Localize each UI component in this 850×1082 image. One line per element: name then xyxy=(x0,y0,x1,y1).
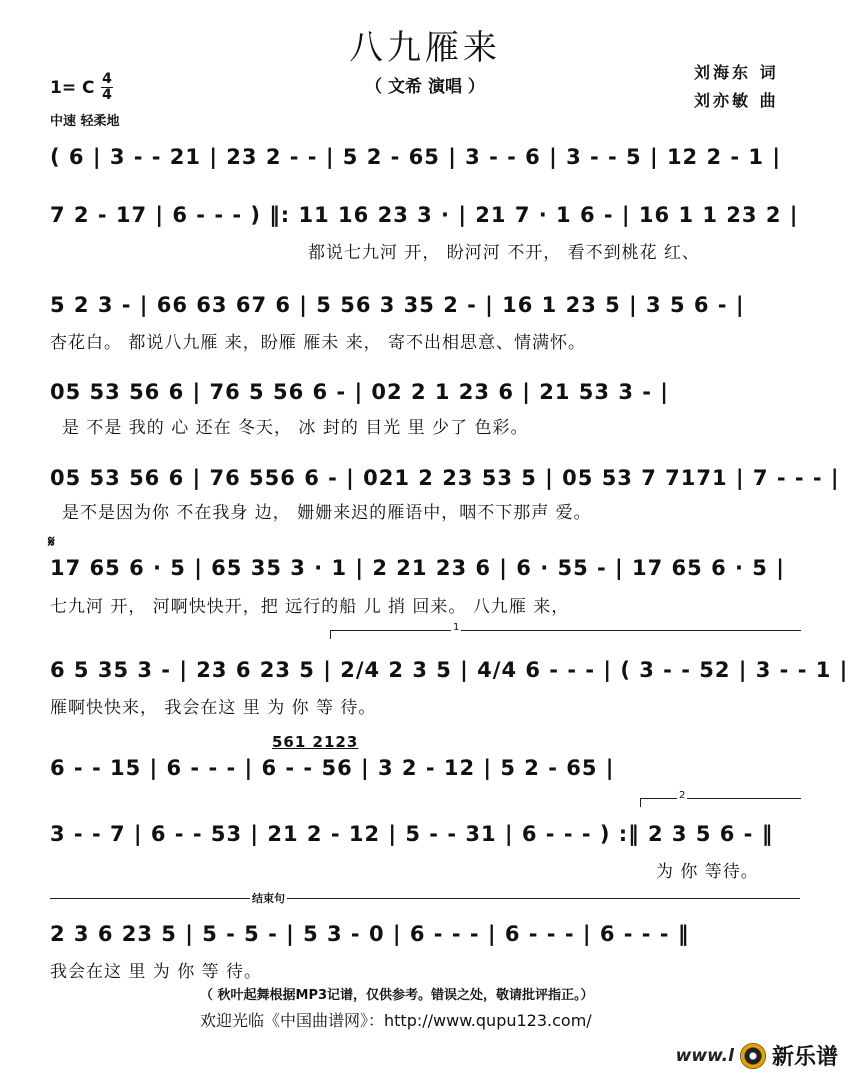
score-row-3-lyric: 杏花白。 都说八九雁 来，盼雁 雁未 来， 寄不出相思意、情满怀。 xyxy=(50,333,587,353)
score-row-2-notes: 7 2 - 17 | 6 - - - ) ‖: 11 16 23 3 · | 21 7 · 1 6 - | 16 1 1 23 2 | xyxy=(50,203,799,227)
score-row-9-notes: 3 - - 7 | 6 - - 53 | 21 2 - 12 | 5 - - 31 | 6 - - - ) :‖ 2 3 5 6 - ‖ xyxy=(50,822,774,846)
ending-bracket xyxy=(50,892,800,907)
score-row-10-lyric: 我会在这 里 为 你 等 待。 xyxy=(50,962,263,982)
score-row-7-lyric: 雁啊快快来， 我会在这 里 为 你 等 待。 xyxy=(50,698,377,718)
score-row-4-notes: 05 53 56 6 | 76 5 56 6 - | 02 2 1 23 6 | 21 53 3 - | xyxy=(50,380,669,404)
score-row-3-notes: 5 2 3 - | 66 63 67 6 | 5 56 3 35 2 - | 16 1 23 5 | 3 5 6 - | xyxy=(50,293,745,317)
segno-sign: 𝄋 xyxy=(48,532,55,551)
tempo-marking: 中速 轻柔地 xyxy=(50,114,120,129)
score-row-6-lyric: 七九河 开， 河啊快快开，把 远行的船 儿 捎 回来。 八九雁 来， xyxy=(50,597,570,617)
ending-label: 结束句 xyxy=(252,892,285,905)
grace-notes: 561 2123 xyxy=(272,733,359,751)
watermark-brand: 新乐谱 xyxy=(771,1045,838,1070)
transcription-note: （ 秋叶起舞根据MP3记谱，仅供参考。错误之处，敬请批评指正。） xyxy=(200,988,594,1003)
key-signature: 1= C xyxy=(50,78,95,98)
watermark-www: www.l xyxy=(675,1045,734,1066)
time-signature xyxy=(101,72,113,103)
score-row-5-lyric: 是不是因为你 不在我身 边， 姗姗来迟的雁语中，咽不下那声 爱。 xyxy=(62,503,592,523)
volta-2-number: 2 xyxy=(679,790,686,801)
score-row-10-notes: 2 3 6 23 5 | 5 - 5 - | 5 3 - 0 | 6 - - - | 6 - - - | 6 - - - ‖ xyxy=(50,922,690,946)
volta-1-bracket xyxy=(330,622,801,639)
score-row-2-lyric: 都说七九河 开， 盼河河 不开， 看不到桃花 红、 xyxy=(308,243,701,263)
score-row-7-notes: 6 5 35 3 - | 23 6 23 5 | 2/4 2 3 5 | 4/4 6 - - - | ( 3 - - 52 | 3 - - 1 | xyxy=(50,658,849,682)
website-welcome: 欢迎光临《中国曲谱网》：http://www.qupu123.com/ xyxy=(200,1011,592,1030)
score-row-1-notes: ( 6 | 3 - - 21 | 23 2 - - | 5 2 - 65 | 3 - - 6 | 3 - - 5 | 12 2 - 1 | xyxy=(50,145,782,169)
volta-2-bracket xyxy=(640,790,801,807)
time-signature-bottom: 4 xyxy=(102,87,112,103)
performer-line: （ 文希 演唱 ） xyxy=(365,77,485,97)
score-row-6-notes: 17 65 6 · 5 | 65 35 3 · 1 | 2 21 23 6 | 6 · 55 - | 17 65 6 · 5 | xyxy=(50,556,785,580)
score-row-8-notes: 6 - - 15 | 6 - - - | 6 - - 56 | 3 2 - 12 | 5 2 - 65 | xyxy=(50,756,615,780)
score-row-9-lyric: 为 你 等待。 xyxy=(656,862,759,882)
watermark-logo xyxy=(676,1040,838,1071)
song-title: 八九雁来 xyxy=(349,28,501,68)
lyricist-credit: 刘海东 词 xyxy=(694,63,779,82)
disc-icon xyxy=(740,1043,766,1069)
volta-1-number: 1 xyxy=(453,622,460,633)
score-row-5-notes: 05 53 56 6 | 76 556 6 - | 021 2 23 53 5 | 05 53 7 7171 | 7 - - - | xyxy=(50,466,840,490)
score-row-4-lyric: 是 不是 我的 心 还在 冬天， 冰 封的 目光 里 少了 色彩。 xyxy=(62,418,529,438)
time-signature-top: 4 xyxy=(102,71,112,87)
composer-credit: 刘亦敏 曲 xyxy=(694,91,779,110)
